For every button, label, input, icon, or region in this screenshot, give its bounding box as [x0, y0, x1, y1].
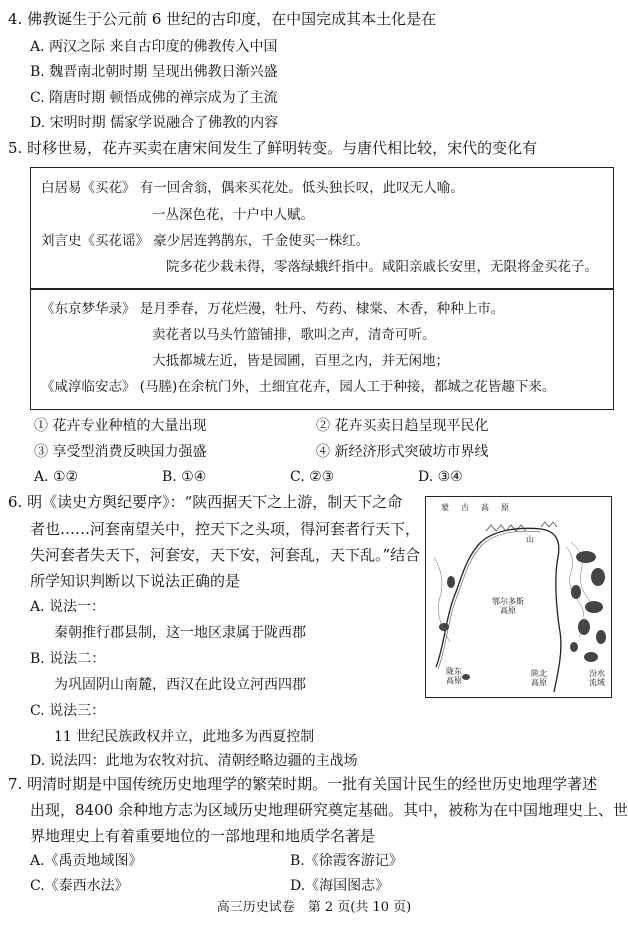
q6-option-c-text: 11 世纪民族政权并立，此地多为西夏控制	[54, 729, 315, 745]
q5-tang-line-1: 白居易《买花》 有一回舍翁，偶来买花处。低头独长叹，此叹无人喻。	[41, 180, 464, 196]
q6-option-a-label: A. 说法一：	[30, 599, 106, 615]
q4-option-a: A. 两汉之际 来自古印度的佛教传入中国	[30, 39, 278, 55]
q5-choice-b: B. ①④	[162, 469, 207, 485]
q6-option-b-text: 为巩固阴山南麓，西汉在此设立河西四郡	[54, 677, 306, 693]
q5-source-box-song	[30, 288, 614, 410]
map-label-mountain: 山	[526, 535, 534, 544]
q6-option-d: D. 说法四：此地为农牧对抗、清朝经略边疆的主战场	[30, 753, 358, 769]
q6-stem-line-2: 者也……河套南望关中，控天下之头项，得河套者行天下，	[30, 520, 421, 538]
q6-option-c-label: C. 说法三：	[30, 703, 106, 719]
q6-stem-line-1: 6. 明《读史方舆纪要序》：“陕西据天下之上游，制天下之命	[8, 493, 403, 511]
q6-stem-line-3: 失河套者失天下，河套安，天下安，河套乱，天下乱。”结合	[30, 546, 421, 564]
q5-stem: 5. 时移世易，花卉买卖在唐宋间发生了鲜明转变。与唐代相比较，宋代的变化有	[8, 139, 538, 157]
q5-song-line-3: 大抵都城左近，皆是园圃，百里之内，并无闲地；	[152, 353, 449, 369]
terrain-contours	[434, 542, 593, 642]
q7-stem-line-2: 出现，8400 余种地方志为区域历史地理研究奠定基础。其中，被称为在中国地理史上、世	[30, 801, 628, 819]
q6-stem-line-4: 所学知识判断以下说法正确的是	[30, 572, 241, 590]
q5-song-line-1: 《东京梦华录》 是月季春，万花烂漫，牡丹、芍药、棣棠、木香，种种上市。	[41, 301, 505, 317]
hetao-region-map	[425, 496, 612, 698]
q5-choice-c: C. ②③	[290, 469, 335, 485]
q5-tang-line-2: 一丛深色花，十户中人赋。	[152, 207, 314, 223]
q5-item-3: ③ 享受型消费反映国力强盛	[34, 444, 207, 460]
q7-option-a: A.《禹贡地域图》	[30, 853, 143, 869]
q6-option-b-label: B. 说法二：	[30, 651, 106, 667]
q5-choice-a: A. ①②	[34, 469, 79, 485]
q6-option-a-text: 秦朝推行郡县制，这一地区隶属于陇西郡	[54, 625, 306, 641]
q5-song-line-2: 卖花者以马头竹篮铺排，歌叫之声，清奇可听。	[152, 327, 436, 343]
map-label-fen-river: 汾水 流域	[589, 669, 605, 687]
q5-source-box-tang	[30, 167, 614, 290]
map-label-shanbei-plateau: 陕北 高原	[531, 669, 547, 687]
page-footer: 高三历史试卷 第 2 页(共 10 页)	[216, 900, 412, 915]
q7-option-c: C.《泰西水法》	[30, 878, 129, 894]
q4-stem: 4. 佛教诞生于公元前 6 世纪的古印度，在中国完成其本土化是在	[8, 10, 437, 28]
q5-tang-line-4: 院多花少栽未得，零落绿蛾纤指中。咸阳亲戚长安里，无限将金买花子。	[166, 259, 598, 275]
q7-option-d: D.《海国图志》	[290, 878, 390, 894]
q5-tang-line-3: 刘言史《买花谣》 豪少居连鹁鹊东，千金使买一株红。	[41, 233, 370, 249]
q4-option-c: C. 隋唐时期 顿悟成佛的禅宗成为了主流	[30, 90, 278, 106]
q7-stem-line-1: 7. 明清时期是中国传统历史地理学的繁荣时期。一批有关国计民生的经世历史地理学著述	[8, 775, 598, 793]
q7-stem-line-3: 界地理史上有着重要地位的一部地理和地质学名著是	[30, 827, 376, 845]
map-label-longdong-plateau: 陇东 高原	[446, 667, 462, 685]
q5-item-2: ② 花卉买卖日趋呈现平民化	[316, 418, 489, 434]
q5-song-line-4: 《咸淳临安志》 (马塍)在余杭门外，土细宜花卉，园人工于种接，都城之花皆趣下来。	[41, 379, 556, 395]
q5-item-1: ① 花卉专业种植的大量出现	[34, 418, 207, 434]
q4-option-b: B. 魏晋南北朝时期 呈现出佛教日渐兴盛	[30, 64, 278, 80]
map-label-ordos-plateau: 鄂尔多斯 高原	[492, 597, 524, 615]
q5-choice-d: D. ③④	[418, 469, 463, 485]
q7-option-b: B.《徐霞客游记》	[290, 853, 403, 869]
map-label-mongolian-plateau: 蒙 古 高 原	[441, 503, 511, 512]
q5-item-4: ④ 新经济形式突破坊市界线	[316, 444, 489, 460]
q4-option-d: D. 宋明时期 儒家学说融合了佛教的内容	[30, 115, 279, 131]
